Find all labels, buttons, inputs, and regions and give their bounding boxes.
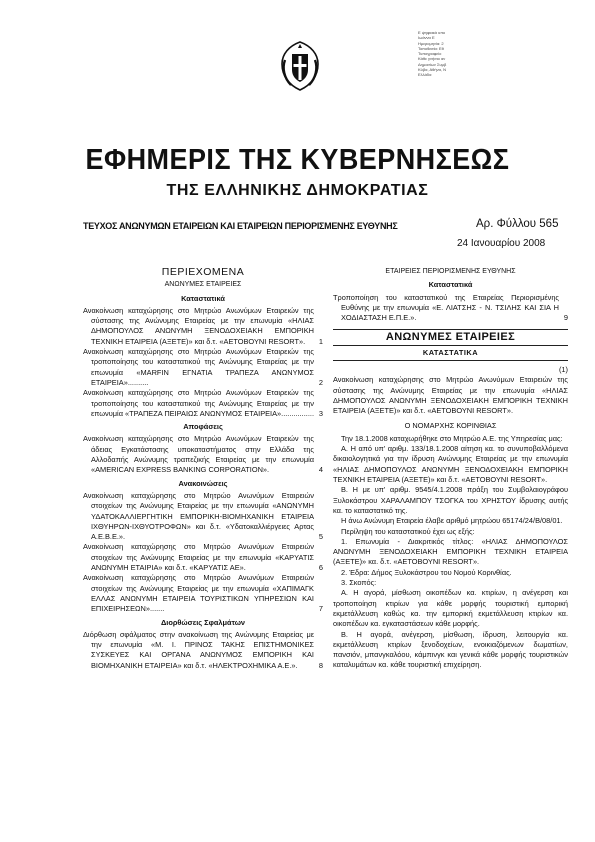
articles-column <box>333 267 568 671</box>
divider <box>333 329 568 330</box>
coat-of-arms-icon <box>279 40 321 92</box>
section-heading: Καταστατικά <box>428 280 473 290</box>
issue-date: 24 Ιανουαρίου 2008 <box>457 238 546 249</box>
group-heading: ΕΤΑΙΡΕΙΕΣ ΠΕΡΙΟΡΙΣΜΕΝΗΣ ΕΥΘΥΝΗΣ <box>385 268 516 275</box>
stamp-line: Τυπογραφείο <box>418 51 442 57</box>
body-paragraph: Περίληψη του καταστατικού έχει ως εξής: <box>341 526 475 536</box>
contents-entry[interactable] <box>83 434 323 475</box>
section-heading: Αποφάσεις <box>183 422 223 432</box>
stamp-line: Ημερομηνία: 2 <box>418 40 444 46</box>
digital-signature-stamp <box>418 30 480 78</box>
entry-page: 2 <box>318 377 323 387</box>
contents-entry[interactable] <box>83 306 323 347</box>
authority: Ο ΝΟΜΑΡΧΗΣ ΚΟΡΙΝΘΙΑΣ <box>404 420 497 430</box>
gazette-title: ΕΦΗΜΕΡΙΣ ΤΗΣ ΚΥΒΕΡΝΗΣΕΩΣ <box>85 144 510 176</box>
notice-number: (1) <box>558 365 568 375</box>
entry-page: 6 <box>318 563 323 573</box>
contents-entry[interactable] <box>83 542 323 573</box>
body-paragraph: Β. Η αγορά, ανέγερση, μίσθωση, ίδρυση, λειτουργία κα. εκμετάλλευση κτιρίων ξενοδοχείων, ενοικιαζόμενων δωματίων, πανσιόν, μπανγκαλόου, κάμπινγκ και γενικά κάθε μορφής τουριστικών καταλυμάτων κα. κάθε τουριστική επιχείρηση. <box>333 629 568 670</box>
section-title: ΑΝΩΝΥΜΕΣ ΕΤΑΙΡΕΙΕΣ <box>385 331 516 344</box>
divider <box>333 360 568 361</box>
entry-page: 3 <box>318 408 323 418</box>
entry-text: Ανακοίνωση καταχώρησης στο Μητρώο Ανωνύμων Εταιρειών στοιχείων της Ανώνυμης Εταιρείας με την επωνυμία «ΧΑΠΙΜΑΓΚ ΕΛΛΑΣ ΑΝΩΝΥΜΗ ΕΤΑΙΡΕΙΑ ΤΟΥΡΙΣΤΙΚΩΝ ΥΠΗΡΕΣΙΩΝ ΚΑΙ ΕΠΙΧΕΙΡΗΣΕΩΝ»....... <box>83 573 314 614</box>
divider <box>333 345 568 346</box>
entry-page: 7 <box>318 604 323 614</box>
entry-page: 8 <box>318 660 323 670</box>
body-paragraph: 3. Σκοπός: <box>341 578 377 588</box>
contents-entry[interactable] <box>83 630 323 671</box>
entry-text: Ανακοίνωση καταχώρησης στο Μητρώο Ανωνύμων Εταιρειών της σύστασης της Ανώνυμης Εταιρείας με την επωνυμία «ΗΛΙΑΣ ΔΗΜΟΠΟΥΛΟΣ ΑΝΩΝΥΜΗ ΞΕΝΟΔΟΧΕΙΑΚΗ ΕΜΠΟΡΙΚΗ ΤΕΧΝΙΚΗ ΕΤΑΙΡΕΙΑ (ΑΞΕΤΕ)» και δ.τ. «ΑΕΤΟΒΟΥΝΙ RESORT». <box>83 305 314 346</box>
body-paragraph: Α. Η αγορά, μίσθωση οικοπέδων κα. κτιρίων, η ανέγερση και τροποποίηση κτιρίων για κάθε μορφής τουριστική εμπορική εκμετάλλευση καθώς κα. την εμπορική εκμετάλλευση κτιρίων κα. οικοπέδων κα. εγκαταστάσεων κάθε μορφής. <box>333 588 568 629</box>
contents-entry[interactable] <box>333 293 568 324</box>
stamp-line: Ιωάννα Ε <box>418 35 435 41</box>
body-paragraph: 2. Έδρα: Δήμος Ξυλοκάστρου του Νομού Κορινθίας. <box>341 567 512 577</box>
entry-page: 1 <box>318 336 323 346</box>
notice-title: Ανακοίνωση καταχώρησης στο Μητρώο Ανωνύμων Εταιρειών της σύστασης της Ανώνυμης Εταιρείας με την επωνυμία «ΗΛΙΑΣ ΔΗΜΟΠΟΥΛΟΣ ΑΝΩΝΥΜΗ ΞΕΝΟΔΟΧΕΙΑΚΗ ΕΜΠΟΡΙΚΗ ΤΕΧΝΙΚΗ ΕΤΑΙΡΕΙΑ (ΑΞΕΤΕ)» και δ.τ. «ΑΕΤΟΒΟΥΝΙ RESORT». <box>333 375 568 416</box>
entry-page: 4 <box>318 465 323 475</box>
contents-column <box>83 267 323 671</box>
entry-text: Διόρθωση σφάλματος στην ανακοίνωση της Ανώνυμης Εταιρείας με την επωνυμία «Μ. Ι. ΠΡΙΝΟΣ ΤΑΚΗΣ ΕΠΙΣΤΗΜΟΝΙΚΕΣ ΣΥΣΚΕΥΕΣ ΚΑΙ ΟΡΓΑΝΑ ΑΝΩΝΥΜΟΣ ΕΜΠΟΡΙΚΗ ΚΑΙ ΒΙΟΜΗΧΑΝΙΚΗ ΕΤΑΙΡΕΙΑ» και δ.τ. «ΗΛΕΚΤΡΟΧΗΜΙΚΑ Α.Ε.». <box>83 629 314 670</box>
stamp-line: Δημοσίων Συμβ <box>418 61 447 67</box>
body-paragraph: Β. Η με υπ' αριθμ. 9545/4.1.2008 πράξη του Συμβολαιογράφου Ξυλοκάστρου ΧΑΡΑΛΑΜΠΟΥ ΤΣΟΓΚΑ του ΧΡΗΣΤΟΥ ίδρυσης αυτής κα. το καταστατικό της. <box>333 485 568 515</box>
entry-text: Ανακοίνωση καταχώρησης στο Μητρώο Ανωνύμων Εταιρειών της τροποποίησης του καταστατικού της Ανώνυμης Εταιρείας με την επωνυμία «ΤΡΑΠΕΖΑ ΠΕΙΡΑΙΩΣ ΑΝΩΝΥΜΟΣ ΕΤΑΙΡΕΙΑ»................ <box>83 388 315 418</box>
contents-heading: ΠΕΡΙΕΧΟΜΕΝΑ <box>161 266 245 278</box>
sheet-number: Αρ. Φύλλου 565 <box>476 218 559 230</box>
contents-entry[interactable] <box>83 573 323 614</box>
stamp-line: Κάθε γνήσιο αν <box>418 56 446 62</box>
contents-entry[interactable] <box>83 347 323 388</box>
body-paragraph: Η άνω Ανώνυμη Εταιρεία έλαβε αριθμό μητρώου 65174/24/Β/08/01. <box>341 516 563 526</box>
entry-page: 5 <box>318 532 323 542</box>
gazette-subtitle: ΤΗΣ ΕΛΛΗΝΙΚΗΣ ΔΗΜΟΚΡΑΤΙΑΣ <box>166 182 429 199</box>
stamp-line: Τοποθεσία: Εθ <box>418 45 444 51</box>
body-paragraph: Α. Η από υπ' αριθμ. 133/18.1.2008 αίτηση κα. το συνυποβαλλόμενα δικαιολογητικά για την ίδρυση Ανώνυμης Εταιρείας με την επωνυμία «ΗΛΙΑΣ ΔΗΜΟΠΟΥΛΟΣ ΑΝΩΝΥΜΗ ΞΕΝΟΔΟΧΕΙΑΚΗ ΕΜΠΟΡΙΚΗ ΤΕΧΝΙΚΗ ΕΤΑΙΡΕΙΑ (ΑΞΕΤΕ)» και δ.τ. «ΑΕΤΟΒΟΥΝΙ RESORT». <box>333 444 568 485</box>
contents-entry[interactable] <box>83 491 323 542</box>
entry-text: Τροποποίηση του καταστατικού της Εταιρείας Περιορισμένης Ευθύνης με την επωνυμία «Ε. ΛΙΑΤΣΗΣ - Ν. ΤΣΙΛΗΣ ΚΑΙ ΣΙΑ Η ΧΟΔΙΑΣΤΑΣΗ Ε.Π.Ε.». <box>333 292 559 323</box>
issue-series: ΤΕΥΧΟΣ ΑΝΩΝΥΜΩΝ ΕΤΑΙΡΕΙΩΝ ΚΑΙ ΕΤΑΙΡΕΙΩΝ ΠΕΡΙΟΡΙΣΜΕΝΗΣ ΕΥΘΥΝΗΣ <box>83 221 398 231</box>
section-heading: Καταστατικά <box>181 293 225 303</box>
body-paragraph: Την 18.1.2008 καταχωρήθηκε στο Μητρώο Α.Ε. της Υπηρεσίας μας: <box>341 433 563 443</box>
entry-text: Ανακοίνωση καταχώρησης στο Μητρώο Ανωνύμων Εταιρειών στοιχείων της Ανώνυμης Εταιρείας με την επωνυμία «ΚΑΡΥΑΤΙΣ ΑΝΩΝΥΜΗ ΕΤΑΙΡΙΑ» και δ.τ. «ΚΑΡΥΑΤΙΣ ΑΕ». <box>83 542 314 573</box>
stamp-line: Ελλάδα <box>418 72 432 78</box>
stamp-line: Κύβα, Αθήνα, Ν <box>418 67 447 73</box>
entry-text: Ανακοίνωση καταχώρησης στο Μητρώο Ανωνύμων Εταιρειών της άδειας Εγκατάστασης υποκαταστήματος στην Ελλάδα της Αλλοδαπής Ανώνυμης τραπεζικής Εταιρείας με την επωνυμία «AMERICAN EXPRESS BANKING CORPORATION». <box>83 434 314 475</box>
section-subtitle: ΚΑΤΑΣΤΑΤΙΚΑ <box>422 347 479 357</box>
section-heading: Διορθώσεις Σφαλμάτων <box>160 617 246 627</box>
entry-text: Ανακοίνωση καταχώρησης στο Μητρώο Ανωνύμων Εταιρειών στοιχείων της Ανώνυμης Εταιρείας με την επωνυμία «ΑΝΩΝΥΜΗ ΥΔΑΤΟΚΑΛΛΙΕΡΓΗΤΙΚΗ ΕΜΠΟΡΙΚΗ-ΒΙΟΜΗΧΑΝΙΚΗ ΕΤΑΙΡΕΙΑ ΙΧΘΥΗΡΩΝ-ΙΧΘΥΟΤΡΟΦΩΝ» και δ.τ. «Υδατοκαλλιέργειες Αρτας Α.Ε.Β.Ε.». <box>83 490 314 542</box>
section-heading: Ανακοινώσεις <box>178 478 228 488</box>
stamp-line: Ε ψηφιακά υπο <box>418 30 446 35</box>
entry-page: 9 <box>563 313 568 323</box>
contents-entry[interactable] <box>83 388 323 419</box>
entry-text: Ανακοίνωση καταχώρησης στο Μητρώο Ανωνύμων Εταιρειών της τροποποίησης του καταστατικού της Ανώνυμης Εταιρείας με την επωνυμία «MARFIN ΕΓΝΑΤΙΑ ΤΡΑΠΕΖΑ ΑΝΩΝΥΜΟΣ ΕΤΑΙΡΕΙΑ».......... <box>83 347 314 387</box>
group-heading: ΑΝΩΝΥΜΕΣ ΕΤΑΙΡΕΙΕΣ <box>164 281 242 289</box>
body-paragraph: 1. Επωνυμία - Διακριτικός τίτλος: «ΗΛΙΑΣ ΔΗΜΟΠΟΥΛΟΣ ΑΝΩΝΥΜΗ ΞΕΝΟΔΟΧΕΙΑΚΗ ΕΜΠΟΡΙΚΗ ΤΕΧΝΙΚΗ ΕΤΑΙΡΕΙΑ (ΑΞΕΤΕ)» κα. δ.τ. «ΑΕΤΟΒΟΥΝΙ RESORT». <box>333 536 568 567</box>
